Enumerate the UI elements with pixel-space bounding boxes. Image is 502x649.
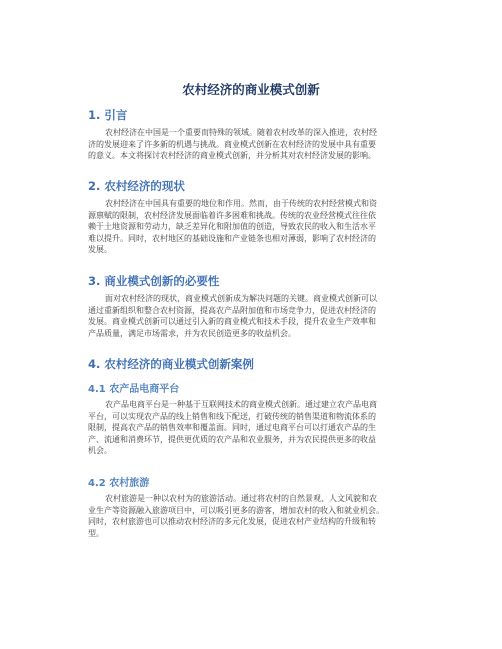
subsection-4-2-paragraph xyxy=(88,493,433,539)
paragraph-line: 的意义。本文将探讨农村经济的商业模式创新，并分析其对农村经济发展的影响。 xyxy=(88,151,376,160)
paragraph-line: 机会。 xyxy=(88,446,112,455)
section-4-heading: 4. 农村经济的商业模式创新案例 xyxy=(88,357,254,371)
paragraph-line: 产、流通和消费环节，提供更优质的农产品和农业服务，并为农民提供更多的收益 xyxy=(88,434,376,444)
section-2-heading: 2. 农村经济的现状 xyxy=(88,179,185,193)
paragraph-line: 农村经济在中国是一个重要而特殊的领域。随着农村改革的深入推进，农村经 xyxy=(105,128,377,137)
paragraph-line: 难以提升。同时，农村地区的基础设施和产业链条也相对薄弱，影响了农村经济的 xyxy=(88,233,376,243)
paragraph-line: 限制，提高农产品的销售效率和覆盖面。同时，通过电商平台可以打通农产品的生 xyxy=(88,423,376,432)
paragraph-line: 赖于土地资源和劳动力，缺乏差异化和附加值的创造，导致农民的收入和生活水平 xyxy=(88,222,376,231)
subsection-4-1-heading: 4.1 农产品电商平台 xyxy=(88,384,180,395)
section-1-heading: 1. 引言 xyxy=(88,108,128,122)
paragraph-line: 平台，可以实现农产品的线上销售和线下配送，打破传统的销售渠道和物流体系的 xyxy=(88,411,376,421)
section-1-paragraph xyxy=(88,127,433,162)
paragraph-line: 济的发展迎来了许多新的机遇与挑战。商业模式创新在农村经济的发展中具有重要 xyxy=(88,139,376,149)
paragraph-line: 通过重新组织和整合农村资源，提高农产品附加值和市场竞争力，促进农村经济的 xyxy=(88,305,376,315)
paragraph-line: 同时，农村旅游也可以推动农村经济的多元化发展，促进农村产业结构的升级和转 xyxy=(88,517,376,526)
section-3-heading: 3. 商业模式创新的必要性 xyxy=(88,274,220,288)
subsection-4-2-heading: 4.2 农村旅游 xyxy=(88,478,150,489)
paragraph-line: 农产品电商平台是一种基于互联网技术的商业模式创新。通过建立农产品电商 xyxy=(105,400,377,409)
section-3-paragraph xyxy=(88,293,433,339)
paragraph-line: 发展。 xyxy=(88,245,112,254)
subsection-4-1-paragraph xyxy=(88,399,433,457)
paragraph-line: 农村经济在中国具有重要的地位和作用。然而，由于传统的农村经营模式和资 xyxy=(105,199,377,208)
paragraph-line: 型。 xyxy=(88,528,104,538)
section-2-paragraph xyxy=(88,198,433,256)
paragraph-line: 发展。商业模式创新可以通过引入新的商业模式和技术手段，提升农业生产效率和 xyxy=(88,317,376,326)
paragraph-line: 农村旅游是一种以农村为的旅游活动。通过将农村的自然景观、人文风貌和农 xyxy=(105,494,377,503)
paragraph-line: 业生产等资源融入旅游项目中，可以吸引更多的游客，增加农村的收入和就业机会。 xyxy=(88,505,384,515)
paragraph-line: 面对农村经济的现状，商业模式创新成为解决问题的关键。商业模式创新可以 xyxy=(105,294,377,303)
paragraph-line: 产品质量，满足市场需求，并为农民创造更多的收益机会。 xyxy=(88,328,296,338)
paragraph-line: 源禀赋的限制，农村经济发展面临着许多困难和挑战。传统的农业经营模式往往依 xyxy=(88,210,376,220)
document-title: 农村经济的商业模式创新 xyxy=(182,82,320,97)
